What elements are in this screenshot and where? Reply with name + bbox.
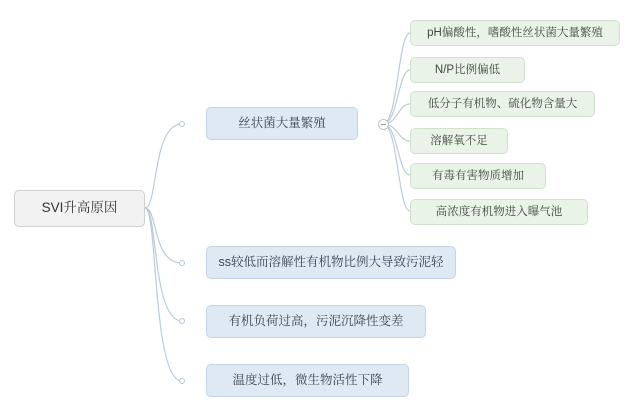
root-node[interactable] — [14, 190, 145, 227]
leaf-node-high-concentration-organics[interactable] — [410, 199, 588, 225]
branch-node-filamentous-bacteria[interactable] — [206, 107, 358, 140]
branch-node-label: ss较低而溶解性有机物比例大导致污泥轻 — [218, 254, 444, 269]
branch-node-low-temperature[interactable] — [206, 364, 409, 397]
branch-dot[interactable] — [179, 260, 185, 266]
leaf-node-label: N/P比例偏低 — [434, 63, 501, 76]
leaf-node-label: 有毒有害物质增加 — [432, 169, 524, 182]
branch-node-high-organic-load[interactable] — [206, 305, 426, 338]
branch-dot[interactable] — [179, 121, 185, 127]
branch-node-low-ss[interactable] — [206, 246, 456, 279]
leaf-node-label: 溶解氧不足 — [430, 134, 488, 147]
branch-node-label: 温度过低，微生物活性下降 — [232, 372, 383, 387]
leaf-node-ph-acidic[interactable] — [410, 20, 620, 46]
branch-dot[interactable] — [179, 318, 185, 324]
leaf-node-label: 高浓度有机物进入曝气池 — [435, 205, 563, 218]
root-node-label: SVI升高原因 — [41, 200, 118, 216]
branch-dot[interactable] — [179, 378, 185, 384]
branch-node-label: 丝状菌大量繁殖 — [238, 115, 326, 130]
leaf-node-low-molecular-organics[interactable] — [410, 91, 595, 117]
leaf-node-label: pH偏酸性，嗜酸性丝状菌大量繁殖 — [427, 26, 603, 39]
leaf-node-insufficient-do[interactable] — [410, 128, 508, 154]
minus-circle-icon[interactable] — [378, 119, 389, 130]
leaf-node-label: 低分子有机物、硫化物含量大 — [427, 97, 578, 110]
leaf-node-np-ratio[interactable] — [410, 57, 525, 83]
branch-node-label: 有机负荷过高，污泥沉降性变差 — [228, 313, 404, 328]
leaf-node-toxic-substances[interactable] — [410, 163, 546, 189]
